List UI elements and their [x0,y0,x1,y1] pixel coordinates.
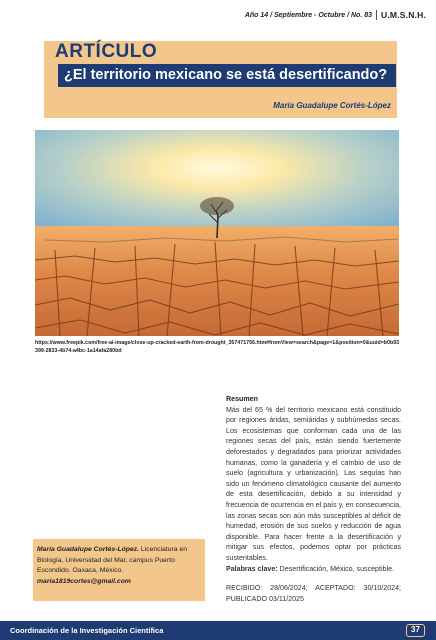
article-title: ¿El territorio mexicano se está desertificando? [64,67,388,83]
page-footer [0,621,436,640]
page-number: 37 [406,624,425,637]
section-kicker: ARTÍCULO [55,41,158,62]
header-divider [376,10,377,20]
author-bio-box [33,539,205,601]
footer-text: Coordinación de la Investigación Científica [10,626,164,635]
keywords-list: Desertificación, México, susceptible. [279,564,394,573]
author-bio: Licenciatura en Biología, Universidad del Mar, campus Puerto Escondido. Oaxaca, México. [37,546,187,574]
author-name: María Guadalupe Cortés-López. [37,546,139,553]
image-credit: https://www.freepik.com/free-ai-image/close-up-cracked-earth-from-drought_357471756.htm#fromView=search&page=1&position=0&uuid=b0b93399-2833-4b74-a4bc-1a14afa280bd [35,340,400,354]
publication-dates: RECIBIDO: 28/06/2024; ACEPTADO: 30/10/2024; PUBLICADO 03/11/2025 [226,584,401,603]
author-email[interactable]: maria1819cortes@gmail.com [37,577,131,585]
issue-info: Año 14 / Septiembre - Octubre / No. 83 [244,11,373,19]
keywords-label: Palabras clave: [226,564,278,573]
journal-name: U.M.S.N.H. [381,10,426,20]
abstract [226,394,401,604]
journal-header [245,10,426,20]
keywords [226,564,401,575]
cracked-earth-photo [35,130,399,336]
abstract-body: Más del 65 % del territorio mexicano está constituido por regiones áridas, semiáridas y subhúmedas secas. Los ecosistemas que conforman cada una de las regiones secas del país, están siendo fuertemente deforestados y degradados para priorizar actividades humanas, como la ganadería y el cambio de uso de suelo (agricultura y urbanización). Las sequías han sido un fenómeno climatológico causante del aumento de esta desertificación, debido a su intensidad y frecuencia de ocurrencia en el país y, en consecuencia, las zonas secas son aún más susceptibles al déficit de humedad, erosión de sus suelos y reducción de agua disponible. Para hacer frente a la desertificación y mitigar sus efectos, podemos optar por prácticas sustentables. [226,405,401,562]
banner-author: María Guadalupe Cortés-López [273,101,391,110]
abstract-heading: Resumen [226,395,258,403]
